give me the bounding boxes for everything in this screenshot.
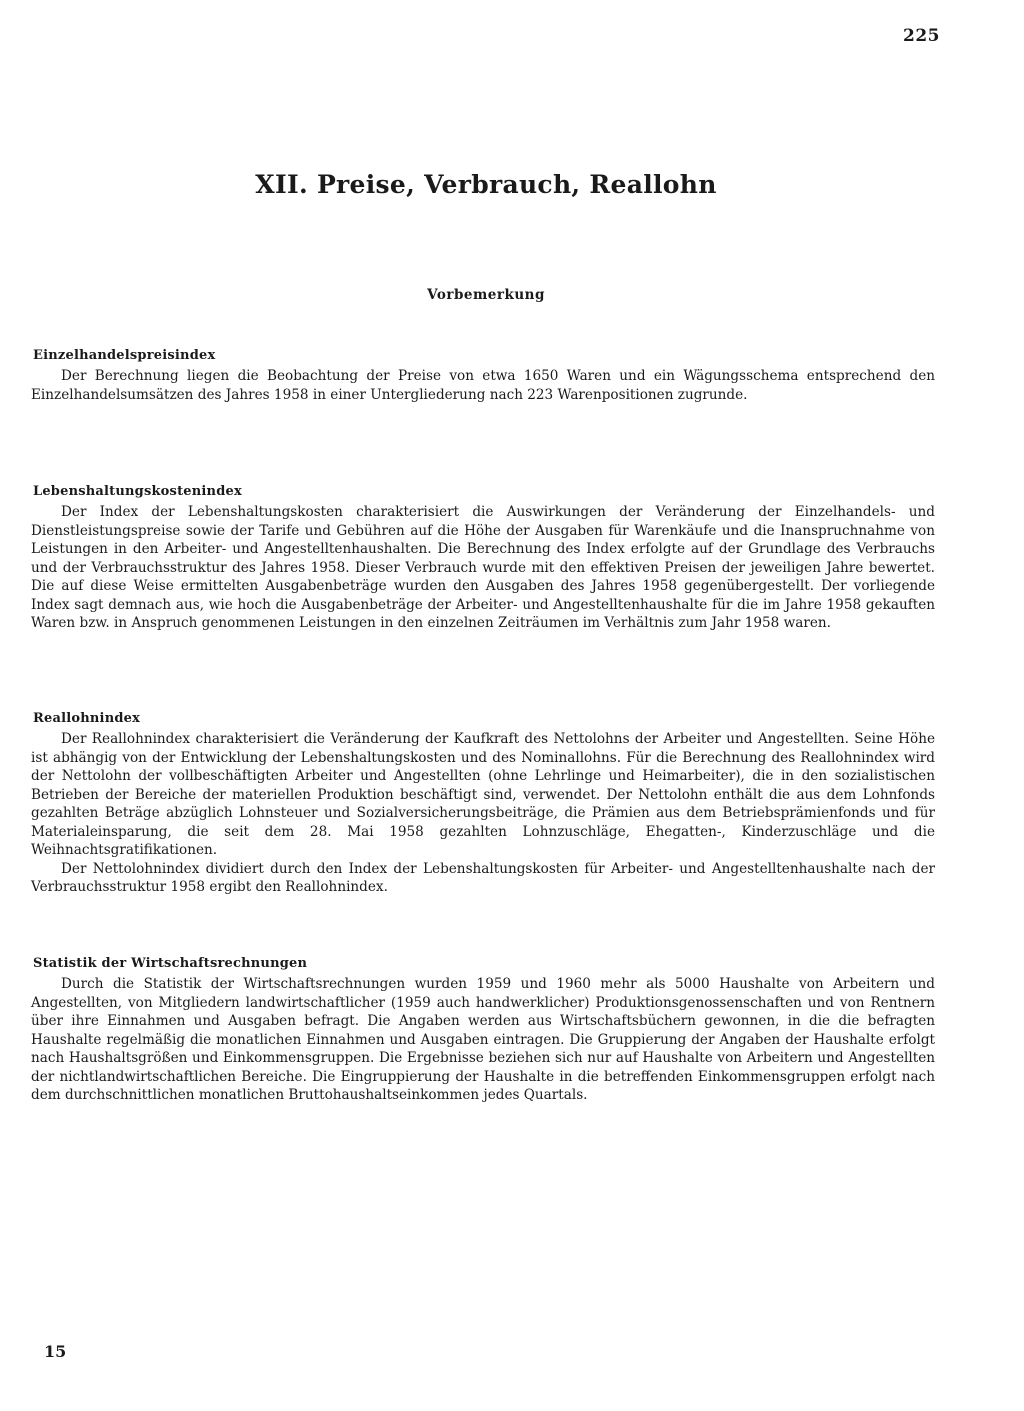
section-paragraph: Durch die Statistik der Wirtschaftsrechnungen wurden 1959 und 1960 mehr als 5000 Haushalte von Arbeitern und Angestellten, von Mitgliedern landwirtschaftlicher (1959 auch handwerklicher) Produktionsgenossenschaften und von Rentnern über ihre Einnahmen und Ausgaben befragt. Die Angaben werden aus Wirtschaftsbüchern gewonnen, in die die befragten Haushalte regelmäßig die monatlichen Einnahmen und Ausgaben eintragen. Die Gruppierung der Angaben der Haushalte erfolgt nach Haushaltsgrößen und Einkommensgruppen. Die Ergebnisse beziehen sich nur auf Haushalte von Arbeitern und Angestellten der nichtlandwirtschaftlichen Bereiche. Die Eingruppierung der Haushalte in die betreffenden Einkommensgruppen erfolgt nach dem durchschnittlichen monatlichen Bruttohaushaltseinkommen jedes Quartals. [31, 976, 935, 1103]
preliminary-remark-heading: Vorbemerkung [427, 287, 545, 303]
section-paragraph: Der Reallohnindex charakterisiert die Veränderung der Kaufkraft des Nettolohns der Arbeiter und Angestellten. Seine Höhe ist abhängig von der Entwicklung der Lebenshaltungskosten und des Nominallohns. Für die Berechnung des Reallohnindex wird der Nettolohn der vollbeschäftigten Arbeiter und Angestellten (ohne Lehrlinge und Heimarbeiter), die in den sozialistischen Betrieben der Bereiche der materiellen Produktion beschäftigt sind, verwendet. Der Nettolohn enthält die aus dem Lohnfonds gezahlten Beträge abzüglich Lohnsteuer und Sozialversicherungsbeiträge, die Prämien aus dem Betriebsprämienfonds und für Materialeinsparung, die seit dem 28. Mai 1958 gezahlten Lohnzuschläge, Ehegatten-, Kinderzuschläge und die Weihnachtsgratifikationen. [31, 731, 935, 858]
section-heading: Statistik der Wirtschaftsrechnungen [33, 956, 308, 971]
section-heading: Reallohnindex [33, 711, 141, 726]
page-number: 225 [903, 26, 940, 46]
section-paragraph: Der Nettolohnindex dividiert durch den Index der Lebenshaltungskosten für Arbeiter- und Angestelltenhaushalte nach der Verbrauchsstruktur 1958 ergibt den Reallohnindex. [31, 860, 935, 895]
section-heading: Einzelhandelspreisindex [33, 348, 216, 363]
sheet-number: 15 [44, 1342, 67, 1361]
section-cost-of-living-index [31, 484, 935, 633]
section-household-budget-statistics [31, 956, 935, 1105]
section-real-wage-index [31, 711, 935, 897]
section-paragraph: Der Berechnung liegen die Beobachtung der Preise von etwa 1650 Waren und ein Wägungsschema entsprechend den Einzelhandelsumsätzen des Jahres 1958 in einer Untergliederung nach 223 Warenpositionen zugrunde. [31, 368, 935, 403]
section-heading: Lebenshaltungskostenindex [33, 484, 242, 499]
chapter-title: XII. Preise, Verbrauch, Reallohn [255, 170, 717, 199]
section-paragraph: Der Index der Lebenshaltungskosten charakterisiert die Auswirkungen der Veränderung der Einzelhandels- und Dienstleistungspreise sowie der Tarife und Gebühren auf die Höhe der Ausgaben für Warenkäufe und die Inanspruchnahme von Leistungen in den Arbeiter- und Angestelltenhaushalten. Die Berechnung des Index erfolgte auf der Grundlage des Verbrauchs und der Verbrauchsstruktur des Jahres 1958. Dieser Verbrauch wurde mit den effektiven Preisen der jeweiligen Jahre bewertet. Die auf diese Weise ermittelten Ausgabenbeträge wurden den Ausgaben des Jahres 1958 gegenübergestellt. Der vorliegende Index sagt demnach aus, wie hoch die Ausgabenbeträge der Arbeiter- und Angestelltenhaushalte für die im Jahre 1958 gekauften Waren bzw. in Anspruch genommenen Leistungen in den einzelnen Zeiträumen im Verhältnis zum Jahr 1958 waren. [31, 504, 935, 631]
section-retail-price-index [31, 348, 935, 404]
